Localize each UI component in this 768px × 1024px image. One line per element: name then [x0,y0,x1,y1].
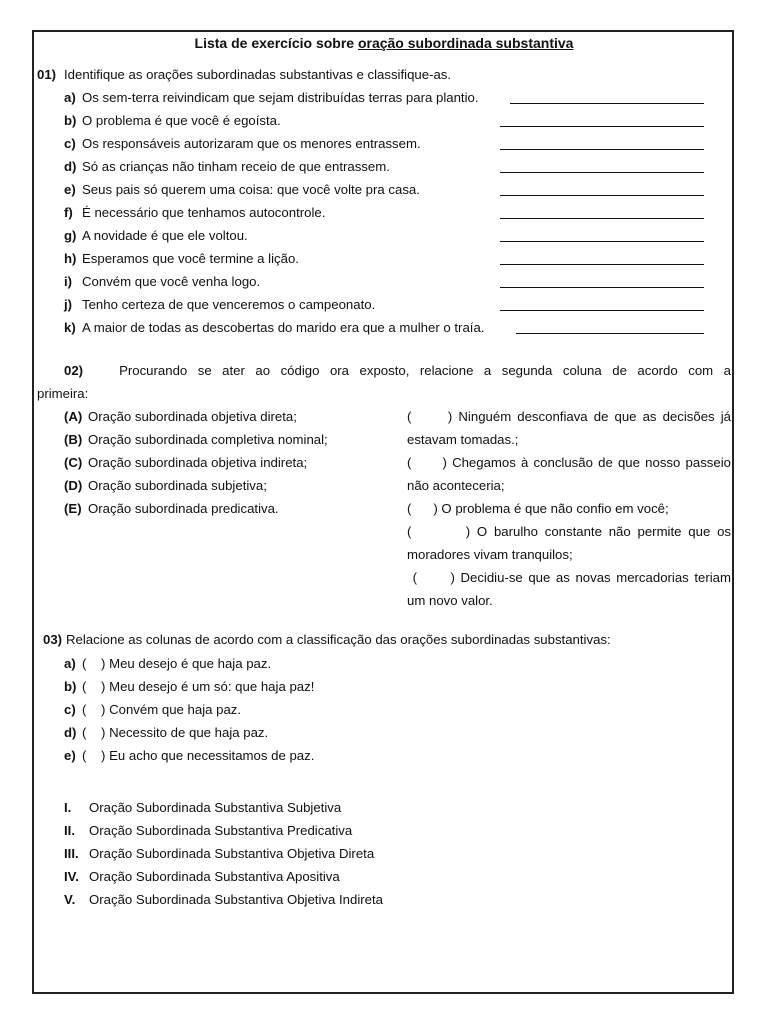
q1-a-text: Os sem-terra reivindicam que sejam distribuídas terras para plantio. [82,90,479,105]
q1-j-text: Tenho certeza de que venceremos o campeonato. [82,297,376,312]
q2-right-column [407,405,731,612]
q3-number: 03) [43,632,63,647]
q1-k-letter: k) [64,320,76,335]
q1-b-letter: b) [64,113,77,128]
answer-line[interactable] [510,103,704,104]
answer-line[interactable] [500,241,704,242]
answer-line[interactable] [516,333,704,334]
answer-line[interactable] [500,126,704,127]
q2-right-4-line2: moradores vivam tranquilos; [407,547,573,562]
q2-right-2-line2: não aconteceria; [407,478,505,493]
q2-right-5-line2: um novo valor. [407,593,493,608]
q3-class-4-text: Oração Subordinada Substantiva Apositiva [89,869,340,884]
q1-f-text: É necessário que tenhamos autocontrole. [82,205,326,220]
answer-line[interactable] [500,195,704,196]
q2-right-3-line1: ( ) O problema é que não confio em você; [407,501,669,516]
q3-class-2-text: Oração Subordinada Substantiva Predicativa [89,823,353,838]
answer-line[interactable] [500,149,704,150]
q3-d-letter: d) [64,725,77,740]
q1-g-text: A novidade é que ele voltou. [82,228,248,243]
q3-class-1-numeral: I. [64,800,72,815]
q2-right-5-line1: ( ) Decidiu-se que as novas mercadorias teriam [407,570,731,585]
q1-j-letter: j) [64,297,73,312]
q1-h-text: Esperamos que você termine a lição. [82,251,299,266]
q3-class-1-text: Oração Subordinada Substantiva Subjetiva [89,800,342,815]
q2-left-e-text: Oração subordinada predicativa. [88,501,279,516]
q1-h-letter: h) [64,251,77,266]
q2-left-c-letter: (C) [64,455,83,470]
answer-line[interactable] [500,218,704,219]
q3-c-letter: c) [64,702,76,717]
answer-line[interactable] [500,172,704,173]
q1-prompt: Identifique as orações subordinadas substantivas e classifique-as. [64,67,452,82]
q2-prompt-line1: Procurando se ater ao código ora exposto, relacione a segunda coluna de acordo com a [119,363,731,378]
q3-b-text: ( ) Meu desejo é um só: que haja paz! [82,679,315,694]
q1-d-letter: d) [64,159,77,174]
answer-line[interactable] [500,310,704,311]
q3-class-5-text: Oração Subordinada Substantiva Objetiva Indireta [89,892,383,907]
q2-right-1-line1: ( ) Ninguém desconfiava de que as decisões já [407,409,731,424]
q3-e-text: ( ) Eu acho que necessitamos de paz. [82,748,315,763]
q3-c-text: ( ) Convém que haja paz. [82,702,242,717]
q1-e-text: Seus pais só querem uma coisa: que você volte pra casa. [82,182,420,197]
answer-line[interactable] [500,287,704,288]
q2-right-4-line1: ( ) O barulho constante não permite que os [407,524,731,539]
q2-left-d-text: Oração subordinada subjetiva; [88,478,267,493]
q3-prompt: Relacione as colunas de acordo com a classificação das orações subordinadas substantivas: [66,632,611,647]
q2-left-a-text: Oração subordinada objetiva direta; [88,409,297,424]
q2-left-c-text: Oração subordinada objetiva indireta; [88,455,308,470]
q1-c-letter: c) [64,136,76,151]
q2-left-b-text: Oração subordinada completiva nominal; [88,432,328,447]
q1-e-letter: e) [64,182,76,197]
q1-i-letter: i) [64,274,73,289]
q3-class-3-text: Oração Subordinada Substantiva Objetiva Direta [89,846,375,861]
q3-b-letter: b) [64,679,77,694]
q2-right-1-line2: estavam tomadas.; [407,432,519,447]
q3-class-4-numeral: IV. [64,869,79,884]
q1-k-text: A maior de todas as descobertas do marido era que a mulher o traía. [82,320,485,335]
q1-g-letter: g) [64,228,77,243]
q3-e-letter: e) [64,748,76,763]
q2-right-2-line1: ( ) Chegamos à conclusão de que nosso passeio [407,455,731,470]
q1-d-text: Só as crianças não tinham receio de que entrassem. [82,159,390,174]
q2-prompt-line2: primeira: [37,386,89,401]
q2-left-d-letter: (D) [64,478,83,493]
q2-left-e-letter: (E) [64,501,82,516]
q1-number: 01) [37,67,57,82]
q3-a-letter: a) [64,656,76,671]
q3-class-5-numeral: V. [64,892,76,907]
q1-a-letter: a) [64,90,76,105]
q2-number: 02) [64,363,84,378]
q1-f-letter: f) [64,205,73,220]
answer-line[interactable] [500,264,704,265]
page-title: Lista de exercício sobre oração subordinada substantiva [194,35,574,51]
q2-left-a-letter: (A) [64,409,83,424]
q1-i-text: Convém que você venha logo. [82,274,261,289]
q2-prompt [37,359,731,405]
q3-class-2-numeral: II. [64,823,75,838]
q3-a-text: ( ) Meu desejo é que haja paz. [82,656,272,671]
q2-left-b-letter: (B) [64,432,83,447]
q3-class-3-numeral: III. [64,846,79,861]
q1-b-text: O problema é que você é egoísta. [82,113,281,128]
q1-c-text: Os responsáveis autorizaram que os menores entrassem. [82,136,421,151]
title-underlined: oração subordinada substantiva [357,35,574,51]
q3-d-text: ( ) Necessito de que haja paz. [82,725,269,740]
